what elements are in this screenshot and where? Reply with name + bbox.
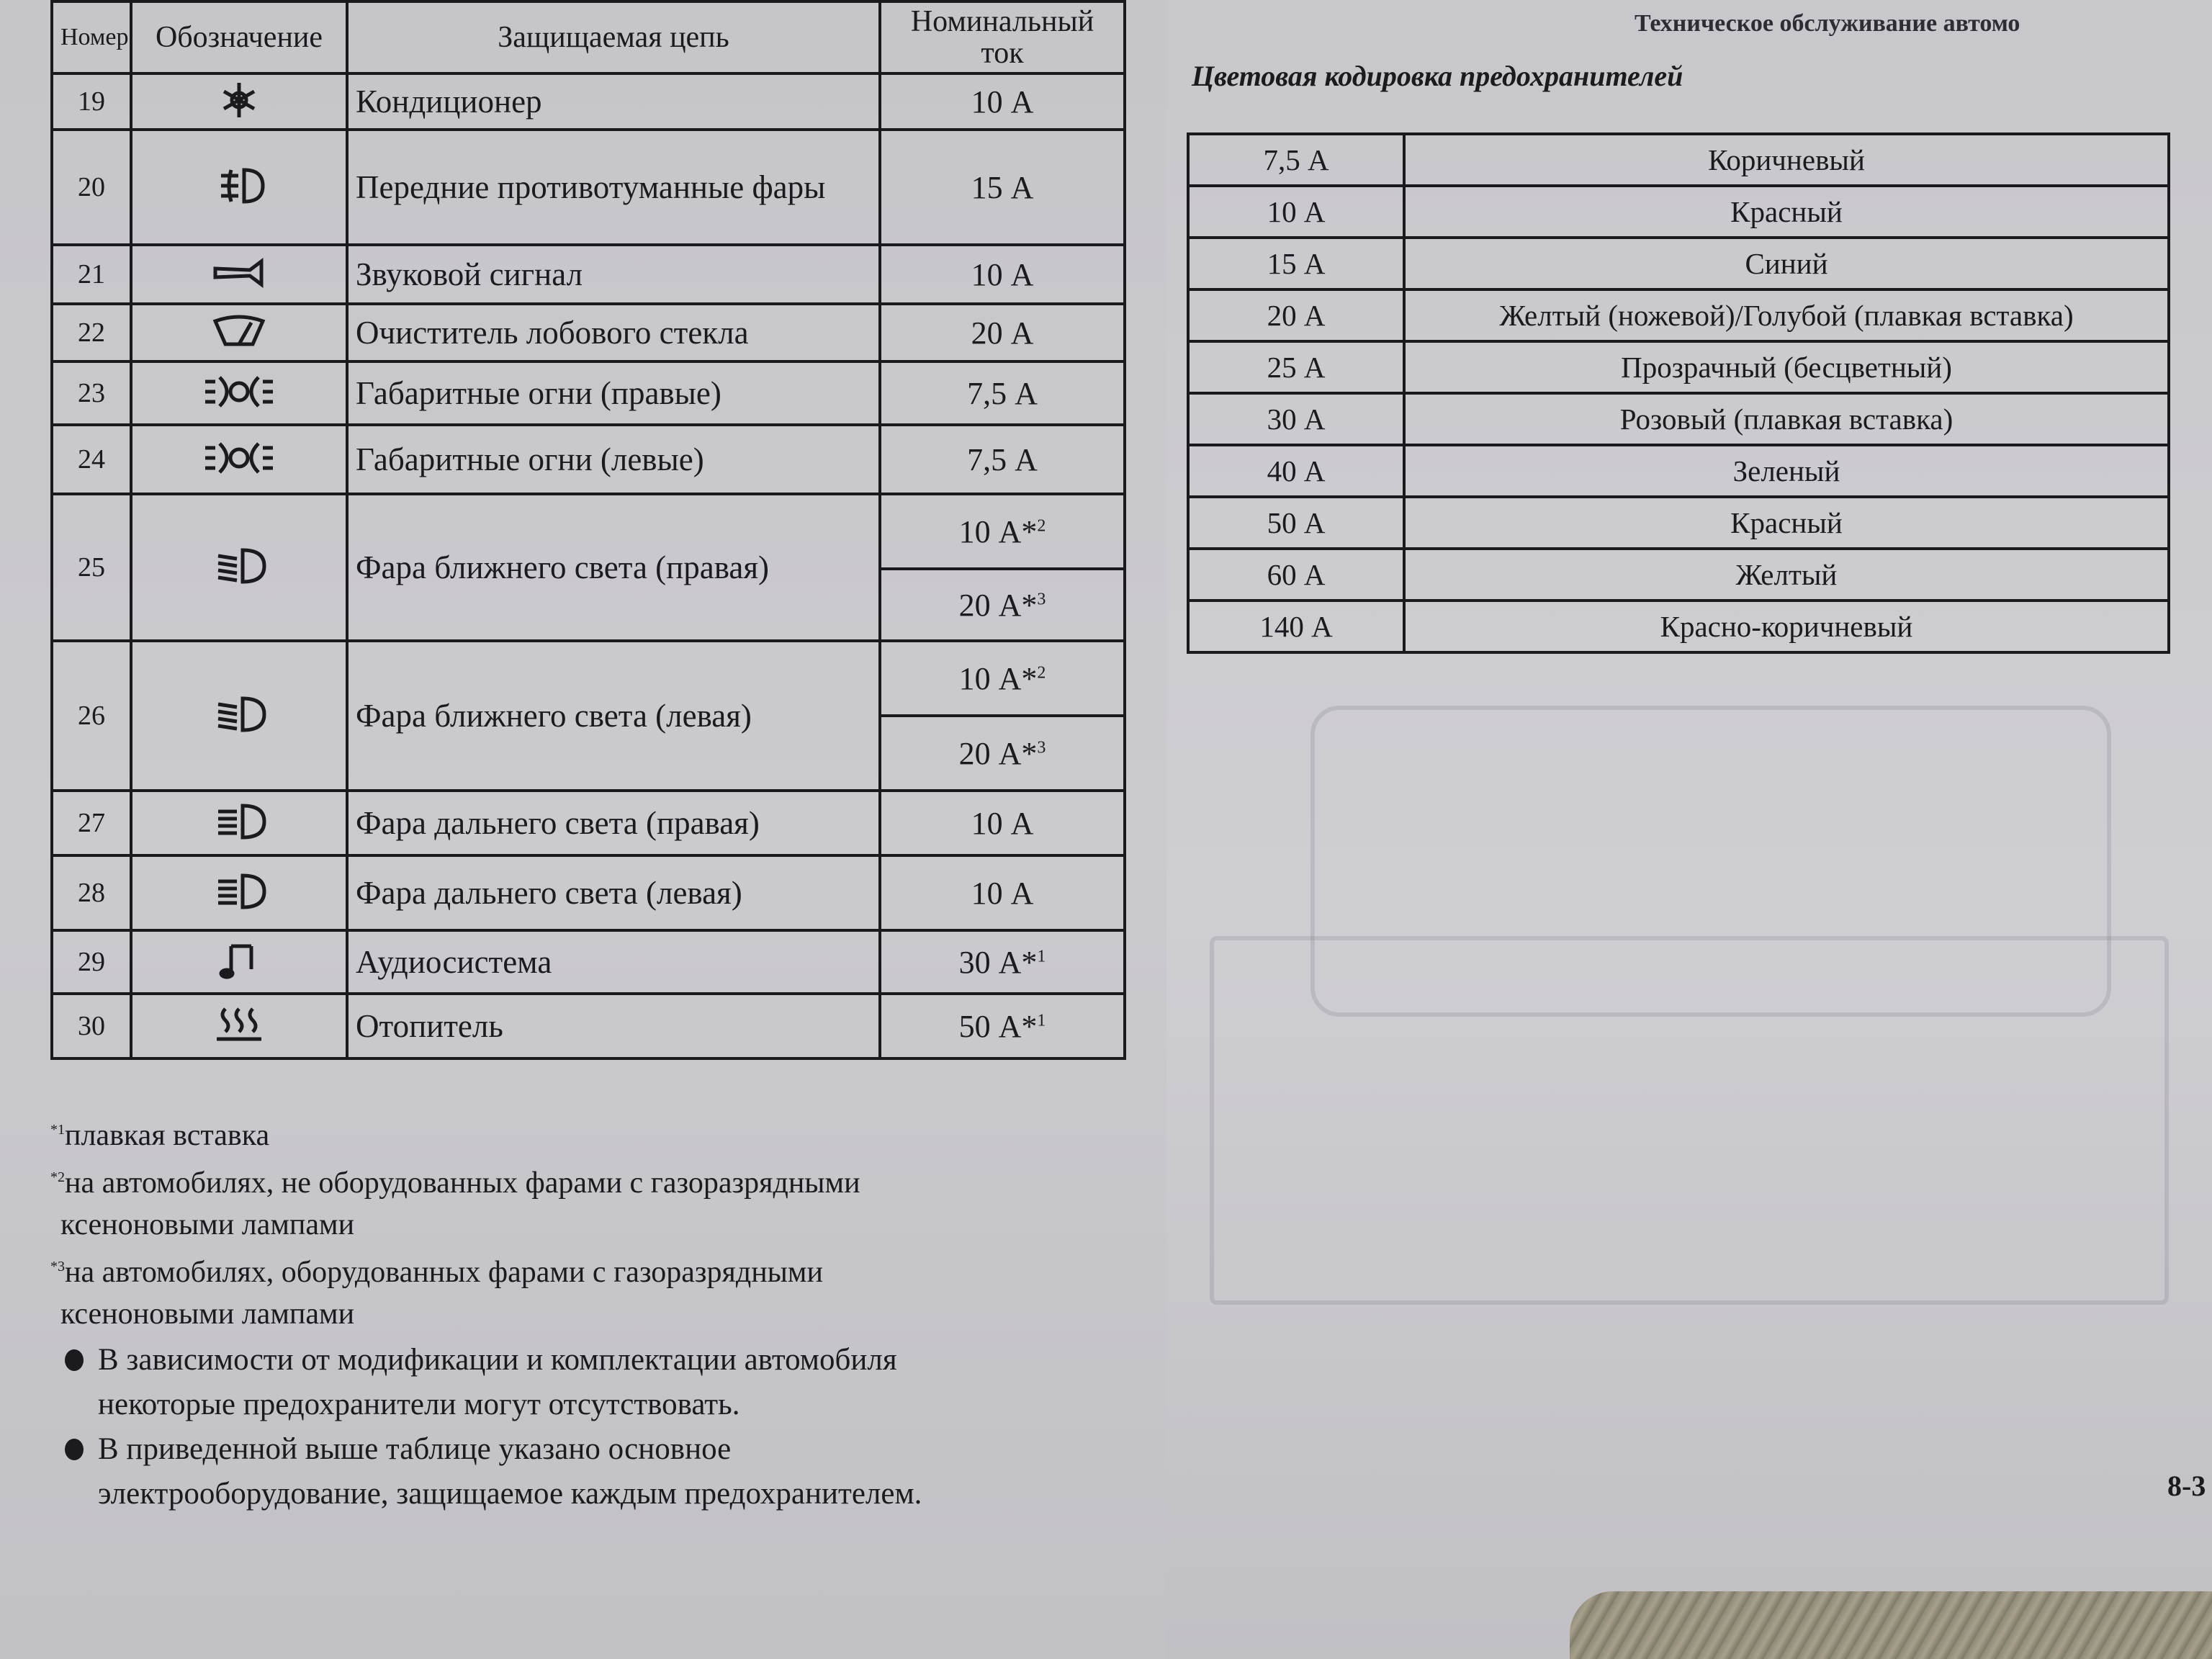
- bullet-icon: [65, 1439, 84, 1460]
- table-row: [52, 641, 1125, 716]
- fuse-rating: 20 А: [880, 304, 1125, 361]
- page-number: 8-3: [2167, 1470, 2206, 1502]
- air-conditioner-icon: [199, 80, 279, 120]
- circuit-name: Отопитель: [347, 994, 880, 1058]
- row-number: 26: [52, 641, 131, 791]
- table-row: [52, 494, 1125, 569]
- heater-icon: [199, 1004, 279, 1045]
- circuit-name: Фара дальнего света (левая): [347, 855, 880, 930]
- fuse-rating: 10 А: [880, 791, 1125, 855]
- list-item: В приведенной выше таблице указано основное электрооборудование, защищаемое каждым предохранителем.: [65, 1427, 1145, 1516]
- running-head: Техническое обслуживание автомо: [1635, 10, 2020, 37]
- table-row: [52, 245, 1125, 304]
- row-number: 20: [52, 130, 131, 245]
- table-row: [1188, 601, 2169, 652]
- fuse-color: Красно-коричневый: [1404, 601, 2169, 652]
- table-row: [1188, 497, 2169, 549]
- fuse-rating: 10 А: [1188, 186, 1404, 238]
- fuse-rating: 10 А: [880, 245, 1125, 304]
- fuse-rating: 140 А: [1188, 601, 1404, 652]
- bleed-through-shape: [1210, 936, 2169, 1305]
- fuse-rating: 10 А: [880, 855, 1125, 930]
- header-rating: Номинальный ток: [880, 1, 1125, 73]
- row-number: 19: [52, 73, 131, 130]
- section-title: Цветовая кодировка предохранителей: [1192, 60, 1683, 92]
- fuse-rating: 7,5 А: [1188, 134, 1404, 186]
- table-row: [52, 130, 1125, 245]
- footnote: $^{*2}$на автомобилях, не оборудованных фарами с газоразрядными: [50, 1166, 860, 1200]
- table-row: [1188, 186, 2169, 238]
- parking-lights-icon: [199, 372, 279, 412]
- fabric-corner: [1570, 1591, 2212, 1659]
- fuse-color: Розовый (плавкая вставка): [1404, 393, 2169, 445]
- horn-icon: [199, 253, 279, 293]
- table-row: [1188, 341, 2169, 393]
- fuse-rating: 20 А*$^3$: [880, 569, 1125, 641]
- table-row: [52, 930, 1125, 994]
- row-number: 23: [52, 361, 131, 425]
- fuse-rating: 25 А: [1188, 341, 1404, 393]
- row-number: 24: [52, 425, 131, 494]
- circuit-name: Аудиосистема: [347, 930, 880, 994]
- table-row: [52, 361, 1125, 425]
- fuse-rating: 50 А*$^1$: [880, 994, 1125, 1058]
- table-row: [1188, 393, 2169, 445]
- table-row: [1188, 445, 2169, 497]
- low-beam-icon: [199, 694, 279, 734]
- row-number: 27: [52, 791, 131, 855]
- table-row: [52, 994, 1125, 1058]
- table-row: [1188, 134, 2169, 186]
- list-item: В зависимости от модификации и комплектации автомобиля некоторые предохранители могут отсутствовать.: [65, 1338, 1145, 1427]
- table-row: [52, 73, 1125, 130]
- fuse-rating: 20 А*$^3$: [880, 716, 1125, 791]
- fuse-table: [50, 0, 1126, 1060]
- fuse-rating: 10 А*$^2$: [880, 494, 1125, 569]
- fuse-rating: 10 А*$^2$: [880, 641, 1125, 716]
- circuit-name: Фара ближнего света (правая): [347, 494, 880, 641]
- fuse-color: Желтый (ножевой)/Голубой (плавкая вставка): [1404, 289, 2169, 341]
- circuit-name: Звуковой сигнал: [347, 245, 880, 304]
- row-number: 21: [52, 245, 131, 304]
- fuse-table-header: [52, 1, 1125, 73]
- windshield-wiper-icon: [199, 311, 279, 351]
- row-number: 22: [52, 304, 131, 361]
- table-row: [52, 855, 1125, 930]
- parking-lights-icon: [199, 438, 279, 478]
- front-fog-light-icon: [199, 166, 279, 206]
- low-beam-icon: [199, 546, 279, 586]
- fuse-rating: 10 А: [880, 73, 1125, 130]
- footnotes: [50, 1109, 1130, 1335]
- row-number: 29: [52, 930, 131, 994]
- table-row: [1188, 238, 2169, 289]
- row-number: 30: [52, 994, 131, 1058]
- fuse-color: Синий: [1404, 238, 2169, 289]
- fuse-rating: 40 А: [1188, 445, 1404, 497]
- circuit-name: Габаритные огни (правые): [347, 361, 880, 425]
- notes-list: [65, 1338, 1145, 1516]
- high-beam-icon: [199, 801, 279, 842]
- row-number: 28: [52, 855, 131, 930]
- circuit-name: Кондиционер: [347, 73, 880, 130]
- color-coding-table: [1187, 132, 2170, 654]
- circuit-name: Фара дальнего света (правая): [347, 791, 880, 855]
- table-row: [52, 791, 1125, 855]
- circuit-name: Габаритные огни (левые): [347, 425, 880, 494]
- fuse-rating: 30 А: [1188, 393, 1404, 445]
- fuse-rating: 30 А*$^1$: [880, 930, 1125, 994]
- fuse-rating: 7,5 А: [880, 361, 1125, 425]
- fuse-rating: 15 А: [880, 130, 1125, 245]
- high-beam-icon: [199, 871, 279, 912]
- fuse-color: Красный: [1404, 497, 2169, 549]
- header-circuit: Защищаемая цепь: [347, 1, 880, 73]
- row-number: 25: [52, 494, 131, 641]
- header-number: Номер: [52, 1, 131, 73]
- footnote: $^{*1}$плавкая вставка: [50, 1119, 270, 1152]
- fuse-rating: 7,5 А: [880, 425, 1125, 494]
- fuse-color: Коричневый: [1404, 134, 2169, 186]
- fuse-color: Зеленый: [1404, 445, 2169, 497]
- footnote-continuation: ксеноновыми лампами: [60, 1208, 355, 1241]
- fuse-rating: 50 А: [1188, 497, 1404, 549]
- fuse-rating: 20 А: [1188, 289, 1404, 341]
- fuse-color: Прозрачный (бесцветный): [1404, 341, 2169, 393]
- table-row: [1188, 289, 2169, 341]
- footnote-continuation: ксеноновыми лампами: [60, 1298, 355, 1331]
- table-row: [1188, 549, 2169, 601]
- footnote: $^{*3}$на автомобилях, оборудованных фарами с газоразрядными: [50, 1256, 823, 1289]
- table-row: [52, 304, 1125, 361]
- circuit-name: Очиститель лобового стекла: [347, 304, 880, 361]
- fuse-color: Желтый: [1404, 549, 2169, 601]
- fuse-rating: 60 А: [1188, 549, 1404, 601]
- circuit-name: Фара ближнего света (левая): [347, 641, 880, 791]
- music-note-icon: [199, 940, 279, 981]
- bullet-icon: [65, 1349, 84, 1371]
- header-symbol: Обозначение: [131, 1, 347, 73]
- fuse-rating: 15 А: [1188, 238, 1404, 289]
- fuse-color: Красный: [1404, 186, 2169, 238]
- table-row: [52, 425, 1125, 494]
- circuit-name: Передние противотуманные фары: [347, 130, 880, 245]
